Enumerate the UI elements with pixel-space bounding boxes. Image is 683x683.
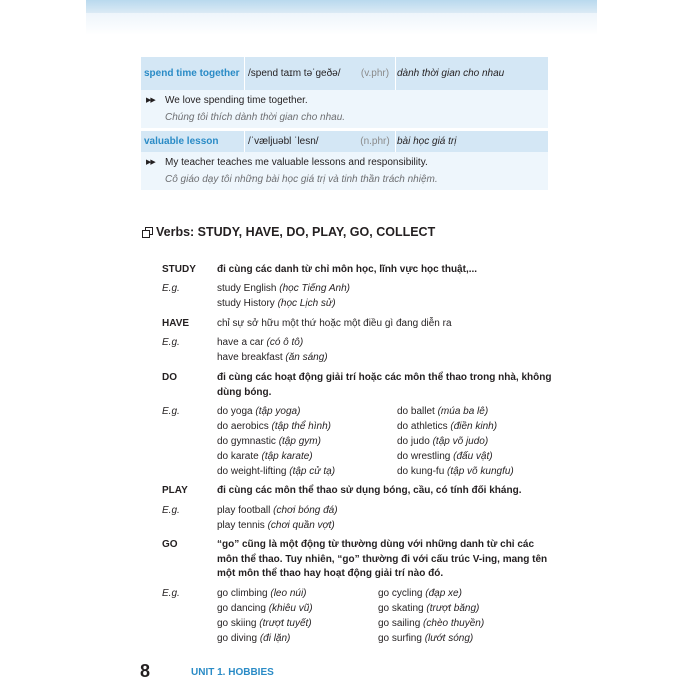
vocab-ipa: /spend taɪm təˈgeðə/ bbox=[248, 68, 341, 79]
verb-label-go: GO bbox=[162, 539, 178, 550]
example-item: play football (chơi bóng đá) bbox=[217, 505, 338, 516]
example-item: do gymnastic (tập gym) bbox=[217, 436, 321, 447]
example-item: have breakfast (ăn sáng) bbox=[217, 352, 328, 363]
example-item: go surfing (lướt sóng) bbox=[378, 633, 474, 644]
vocab-meaning: bài học giá trị bbox=[397, 136, 457, 147]
example-item: play tennis (chơi quần vợt) bbox=[217, 520, 335, 531]
vocab-entry-valuable-lesson bbox=[141, 131, 548, 190]
copy-square-icon bbox=[142, 227, 152, 237]
example-vietnamese: Cô giáo dạy tôi những bài học giá trị và tinh thần trách nhiệm. bbox=[165, 174, 438, 185]
vocab-pos: (n.phr) bbox=[360, 136, 390, 147]
vocab-pos: (v.phr) bbox=[360, 68, 390, 79]
example-item: go skating (trượt băng) bbox=[378, 603, 480, 614]
example-english: My teacher teaches me valuable lessons and responsibility. bbox=[165, 157, 428, 168]
example-item: go dancing (khiêu vũ) bbox=[217, 603, 313, 614]
vocab-entry-spend-time-together bbox=[141, 57, 548, 128]
example-item: go diving (đi lặn) bbox=[217, 633, 291, 644]
vocab-header-row bbox=[141, 57, 548, 90]
example-vietnamese: Chúng tôi thích dành thời gian cho nhau. bbox=[165, 112, 346, 123]
vocab-ipa: /ˈvæljuəbl ˈlesn/ bbox=[248, 136, 319, 147]
section-title bbox=[142, 225, 435, 239]
eg-label: E.g. bbox=[162, 283, 180, 294]
top-band bbox=[86, 0, 597, 13]
eg-label: E.g. bbox=[162, 505, 180, 516]
page-number: 8 bbox=[140, 661, 151, 681]
top-band-fade bbox=[86, 13, 597, 35]
verb-label-study: STUDY bbox=[162, 264, 196, 275]
example-item: study English (học Tiếng Anh) bbox=[217, 283, 350, 294]
example-item: do aerobics (tập thể hình) bbox=[217, 421, 331, 432]
example-item: go skiing (trượt tuyết) bbox=[217, 618, 312, 629]
verb-label-have: HAVE bbox=[162, 318, 190, 329]
verb-desc-have: chỉ sự sở hữu một thứ hoặc một điều gì đang diễn ra bbox=[217, 318, 452, 329]
example-item: do ballet (múa ba lê) bbox=[397, 406, 489, 417]
eg-label: E.g. bbox=[162, 406, 180, 417]
vocab-word: spend time together bbox=[144, 67, 240, 79]
eg-label: E.g. bbox=[162, 337, 180, 348]
vocab-meaning: dành thời gian cho nhau bbox=[397, 68, 505, 79]
eg-label: E.g. bbox=[162, 588, 180, 599]
example-item: do yoga (tập yoga) bbox=[217, 406, 301, 417]
unit-title: UNIT 1. HOBBIES bbox=[191, 667, 274, 678]
section-title-text: Verbs: STUDY, HAVE, DO, PLAY, GO, COLLECT bbox=[156, 225, 436, 239]
verb-desc-do: đi cùng các hoạt động giải trí hoặc các môn thể thao trong nhà, không dùng bóng. bbox=[217, 372, 552, 398]
verb-desc-go: “go” cũng là một động từ thường dùng với những danh từ chỉ các môn thể thao. Tuy nhiên, “go” thường đi với cấu trúc V-ing, mang tên một môn thể thao hay hoạt động giải trí nào đó. bbox=[217, 539, 548, 579]
example-item: do karate (tập karate) bbox=[217, 451, 313, 462]
example-item: have a car (có ô tô) bbox=[217, 337, 304, 348]
vocab-example-row bbox=[141, 152, 548, 190]
example-item: do judo (tập võ judo) bbox=[397, 436, 489, 447]
example-item: go cycling (đạp xe) bbox=[378, 588, 462, 599]
verb-desc-study: đi cùng các danh từ chỉ môn học, lĩnh vực học thuật,... bbox=[217, 264, 478, 275]
verb-label-play: PLAY bbox=[162, 485, 188, 496]
verb-desc-play: đi cùng các môn thể thao sử dụng bóng, cầu, có tính đối kháng. bbox=[217, 485, 522, 496]
double-arrow-icon: ▶▶ bbox=[146, 159, 155, 166]
vocab-example-row bbox=[141, 90, 548, 128]
example-item: do weight-lifting (tập cử tạ) bbox=[217, 466, 336, 477]
example-item: do wrestling (đấu vật) bbox=[397, 451, 493, 462]
verb-label-do: DO bbox=[162, 372, 177, 383]
example-item: do athletics (điền kinh) bbox=[397, 421, 498, 432]
vocab-word: valuable lesson bbox=[144, 135, 219, 147]
example-item: go climbing (leo núi) bbox=[217, 588, 307, 599]
vocab-header-row bbox=[141, 131, 548, 152]
example-item: do kung-fu (tập võ kungfu) bbox=[397, 466, 514, 477]
example-item: go sailing (chèo thuyền) bbox=[378, 618, 485, 629]
example-english: We love spending time together. bbox=[165, 95, 308, 106]
example-item: study History (học Lịch sử) bbox=[217, 298, 336, 309]
double-arrow-icon: ▶▶ bbox=[146, 97, 155, 104]
